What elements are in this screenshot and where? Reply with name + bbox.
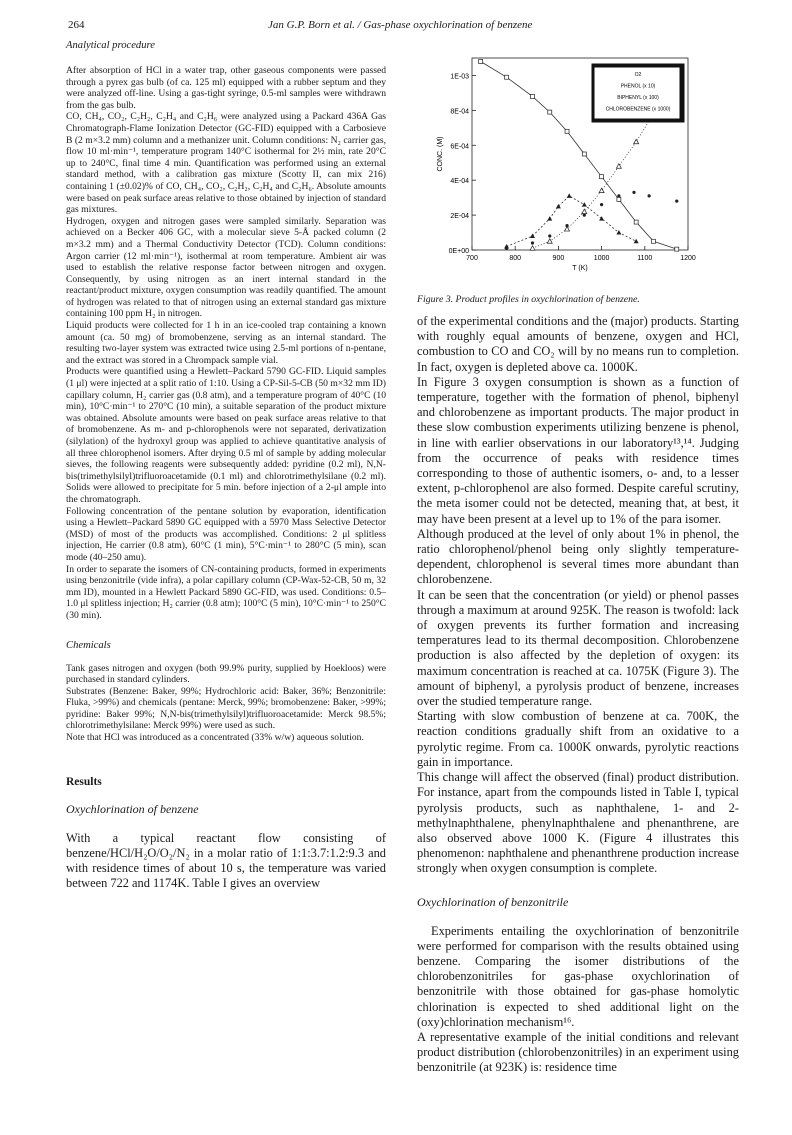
paragraph: CO, CH₄, CO₂, C₂H₂, C₂H₄ and C₂H₆ were analyzed using a Packard 436A Gas Chromatograph-Flame Ionization Detector (GC-FID) equipped with a Carbosieve B (2 m×3.2 mm) column and a methanizer unit. Column conditions: N₂ carrier gas, flow 10 ml·min⁻¹, temperature program 140°C isothermal for 2½ min, rate 20°C up to 240°C, final time 4 min. Quantification was performed using an external standard method, with a calibration gas mixture (Scotty II, can mix 216) containing 1 (±0.02)% of CO, CH₄, CO₂, C₂H₂, C₂H₄ and C₂H₆. Absolute amounts were based on peak surface areas relative to those obtained by injection of standard gas mixtures. <box>66 111 386 216</box>
data-point <box>565 129 569 133</box>
paragraph: Experiments entailing the oxychlorination of benzonitrile were performed for comparison with the results obtained using benzene. Comparing the isomer distributions of the chlorobenzonitriles for gas-phase oxychlorination of benzonitrile with those obtained for gas-phase homolytic chlorination is expected to shed additional light on the (oxy)chlorination mechanism¹⁶. <box>417 923 739 1029</box>
chemicals-heading: Chemicals <box>66 639 111 651</box>
data-point <box>648 194 651 197</box>
x-tick-label: 700 <box>466 255 478 262</box>
legend-entry: BIPHENYL (x 100) <box>617 95 659 101</box>
y-tick-label: 8E-04 <box>450 108 469 116</box>
page-number: 264 <box>68 19 85 31</box>
paragraph: of the experimental conditions and the (major) products. Starting with roughly equal amounts of benzene, oxygen and HCl, combustion to CO and CO₂ will by no means run to completion. In fact, oxygen is depleted above ca. 1000K. <box>417 314 739 374</box>
data-point <box>599 188 604 193</box>
x-tick-label: 1100 <box>637 255 653 262</box>
left-column <box>66 40 386 891</box>
y-tick-label: 4E-04 <box>450 178 469 186</box>
y-tick-label: 2E-04 <box>450 213 469 221</box>
data-point <box>617 194 620 197</box>
data-point <box>565 224 568 227</box>
running-title: Jan G.P. Born et al. / Gas-phase oxychlorination of benzene <box>268 19 533 31</box>
legend-entry: PHENOL (x 10) <box>620 83 656 90</box>
right-column <box>417 314 739 1076</box>
oxychlorination-benzonitrile-heading: Oxychlorination of benzonitrile <box>417 894 569 909</box>
paragraph: This change will affect the observed (final) product distribution. For instance, apart from the compounds listed in Table I, typical pyrolysis products, such as naphthalene, 1- and 2-methylnaphthalene, phenylnaphthalene and phenanthrene, are also observed above 1000 K. (Figure 4 illustrates this phenomenon: naphthalene and phenanthrene production increase strongly when oxygen consumption is complete. <box>417 770 739 876</box>
data-point <box>634 220 638 224</box>
paragraph: After absorption of HCl in a water trap, other gaseous components were passed through a pyrex gas bulb (of ca. 125 ml) equipped with a rubber septum and they were analyzed off-line. Using a gas-tight syringe, 0.5-ml samples were withdrawn from the gas bulb. <box>66 65 386 111</box>
series-line <box>507 196 637 247</box>
paragraph: Although produced at the level of only about 1% in phenol, the ratio chlorophenol/phenol being only slightly temperature-dependent, chlorophenol is several times more abundant than chlorobenzene. <box>417 526 739 587</box>
data-point <box>530 94 534 98</box>
paragraph: It can be seen that the concentration (or yield) or phenol passes through a maximum at around 925K. The reason is twofold: lack of oxygen prevents its further formation and increasing temperatures lead to its thermal decomposition. Chlorobenzene production is also affected by the depletion of oxygen: its maximum concentration is reached at ca. 1075K (Figure 3). The amount of biphenyl, a pyrolysis product of benzene, increases over the studied temperature range. <box>417 587 739 709</box>
data-point <box>675 247 679 251</box>
legend-entry: CHLOROBENZENE (x 1000) <box>605 106 671 113</box>
data-point <box>556 204 561 209</box>
x-tick-label: 800 <box>509 255 522 262</box>
analytical-heading: Analytical procedure <box>66 40 155 51</box>
x-tick-label: 1200 <box>680 255 696 262</box>
paragraph: Following concentration of the pentane solution by evaporation, identification using a Hewlett–Packard 5890 GC equipped with a 5970 Mass Selective Detector (MSD) of most of the products was accomplished. Conditions: 2 μl splitless injection, He carrier (0.8 atm), 60°C (1 min), 5°C·min⁻¹ to 280°C (5 min), scan mode (40–250 amu). <box>66 505 386 563</box>
x-axis-label: T (K) <box>572 265 588 272</box>
data-point <box>634 139 639 144</box>
y-tick-label: 1E-03 <box>450 73 469 81</box>
y-tick-label: 6E-04 <box>450 143 469 151</box>
figure-3 <box>430 50 715 275</box>
data-point <box>548 234 551 237</box>
data-point <box>583 213 586 216</box>
legend-entry: O2 <box>634 72 642 78</box>
paragraph: Substrates (Benzene: Baker, 99%; Hydrochloric acid: Baker, 36%; Benzonitrile: Fluka, >99%) and chemicals (pentane: Merck, 99%; bromobenzene: Baker, >99%; pyridine: Baker 99%; N,N-bis(trimethylsilyl)trifluoroacetamide: Merck 98.5%; chlorotrimethylsilane: Merck 99%) were used as such. <box>66 685 386 732</box>
paragraph: Tank gases nitrogen and oxygen (both 99.9% purity, supplied by Hoekloos) were purchased in standard cylinders. <box>66 662 386 686</box>
data-point <box>600 203 603 206</box>
data-point <box>582 202 587 207</box>
x-tick-label: 1000 <box>593 255 610 262</box>
y-tick-label: 0E+00 <box>448 248 469 255</box>
data-point <box>600 175 604 179</box>
data-point <box>617 197 621 201</box>
paragraph: In order to separate the isomers of CN-containing products, formed in experiments using benzonitrile (vide infra), a polar capillary column (CP-Wax-52-CB, 50 m, 32 mm ID), mounted in a Hewlett Packard 5890 GC-FID, was used. Conditions: 0.5–1.0 μl splitless injection; H₂ carrier (0.8 atm); 100°C (5 min), 10°C·min⁻¹ to 250°C (30 min). <box>66 563 386 621</box>
data-point <box>634 239 639 244</box>
paragraph: Products were quantified using a Hewlett–Packard 5790 GC-FID. Liquid samples (1 μl) were injected at a split ratio of 1:10. Using a CP-Sil-5-CB (50 m×32 mm ID) capillary column, H₂ carrier gas (0.8 atm), and a temperature program of 40°C (10 min), 10°C·min⁻¹ to 270°C (10 min), a suitable separation of the product mixture was obtained. Absolute amounts were based on peak surface areas relative to that of bromobenzene. As m- and p-chlorophenols were not separated, derivatization (silylation) of the hydroxyl group was applied to achieve quantitative analysis of all three chlorophenol isomers. After drying 0.5 ml of sample by adding molecular sieves, the following reagents were subsequently added: pyridine (0.2 ml), N,N-bis(trimethylsilyl)trifluoroacetamide (0.1 ml) and chlorotrimethylsilane (0.2 ml). Solids were allowed to precipitate for 5 min. before injection of a 2-μl ample into the chromatograph. <box>66 366 386 505</box>
data-point <box>505 247 508 250</box>
paragraph: Hydrogen, oxygen and nitrogen gases were sampled similarly. Separation was achieved on a Becker 406 GC, with a molecular sieve 5-Å packed column (2 m×3.2 mm) and a Thermal Conductivity Detector (TCD). Column conditions: Argon carrier (12 ml·min⁻¹), isothermal at room temperature. Ambient air was used to establish the relative response factor between nitrogen and oxygen. Consequently, by using nitrogen as an inert internal standard in the reactant/product mixture, oxygen consumption was readily quantified. The amount of hydrogen was related to that of nitrogen using an external standard gas mixture containing 100 ppm H₂ in nitrogen. <box>66 215 386 320</box>
paragraph: Liquid products were collected for 1 h in an ice-cooled trap containing a known amount (ca. 50 mg) of bromobenzene, serving as an internal standard. The resulting two-layer system was extracted twice using 2.5-ml portions of n-pentane, and the extract was stored in a Chrompack sample vial. <box>66 320 386 366</box>
oxychlorination-benzene-heading: Oxychlorination of benzene <box>66 801 199 816</box>
data-point <box>505 75 509 79</box>
data-point <box>531 241 534 244</box>
data-point <box>548 110 552 114</box>
figure-caption: Figure 3. Product profiles in oxychlorination of benzene. <box>417 294 640 305</box>
data-point <box>530 234 535 239</box>
data-point <box>530 246 535 251</box>
results-heading: Results <box>66 775 102 788</box>
data-point <box>547 216 552 221</box>
paragraph: With a typical reactant flow consisting of benzene/HCl/H₂O/O₂/N₂ in a molar ratio of 1:1:3.7:1.2:9.3 and with residence times of about 10 s, the temperature was varied between 722 and 1174K. Table I gives an overview <box>66 830 386 891</box>
x-tick-label: 900 <box>552 255 565 262</box>
paragraph: A representative example of the initial conditions and relevant product distribution (chlorobenzonitriles) in an experiment using benzonitrile (at 923K) is: residence time <box>417 1029 739 1075</box>
product-profile-chart <box>430 50 715 275</box>
data-point <box>632 191 635 194</box>
paragraph: Note that HCl was introduced as a concentrated (33% w/w) aqueous solution. <box>66 732 364 744</box>
data-point <box>599 216 604 221</box>
y-axis-label: CONC. (M) <box>437 136 444 172</box>
paragraph: Starting with slow combustion of benzene at ca. 700K, the reaction conditions gradually shift from an oxidative to a pyrolytic regime. From ca. 1000K onwards, pyrolytic reactions gain in importance. <box>417 709 739 769</box>
paragraph: In Figure 3 oxygen consumption is shown as a function of temperature, together with the formation of phenol, biphenyl and chlorobenzene as important products. The major product in these slow combustion experiments utilizing benzene is phenol, in line with earlier observations in our laboratory¹³,¹⁴. Judging from the occurrence of peaks with residence times corresponding to those of authentic isomers, o- and, to a lesser extent, p-chlorophenol are also formed. Despite careful scrutiny, the meta isomer could not be detected, meaning that, at best, it may have been present at a level up to 1% of the para isomer. <box>417 374 739 526</box>
data-point <box>479 59 483 63</box>
data-point <box>582 152 586 156</box>
data-point <box>651 239 655 243</box>
data-point <box>675 200 678 203</box>
data-point <box>547 239 552 244</box>
data-point <box>567 193 572 198</box>
